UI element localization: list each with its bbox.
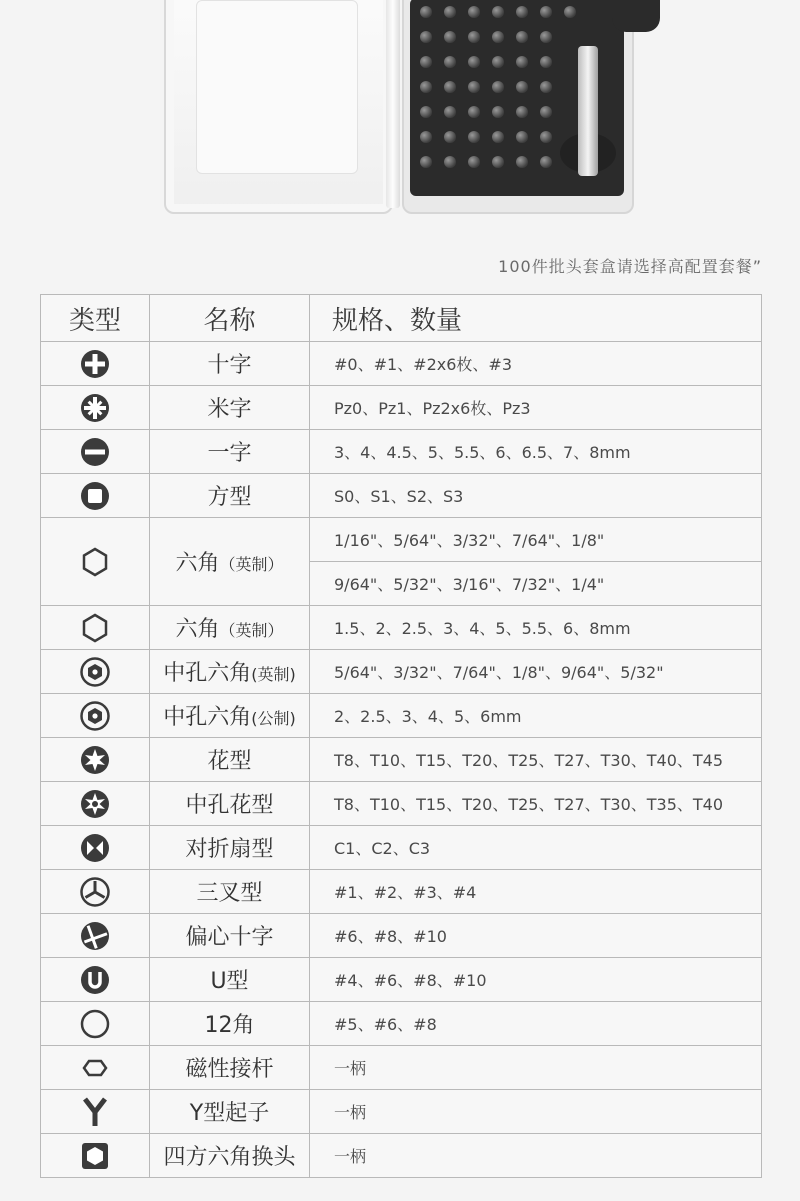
bit-name: U型 — [210, 969, 249, 994]
table-row — [41, 342, 762, 386]
table-row — [41, 694, 762, 738]
spec-cell: 9/64"、5/32"、3/16"、7/32"、1/4" — [310, 562, 762, 606]
spec-table — [40, 294, 762, 1178]
bit — [444, 56, 456, 68]
bit — [468, 131, 480, 143]
case-clip — [612, 0, 660, 32]
y-icon — [79, 1096, 111, 1128]
table-row — [41, 518, 762, 562]
header-name: 名称 — [150, 295, 310, 342]
type-cell — [41, 474, 150, 518]
spec-cell: C1、C2、C3 — [310, 826, 762, 870]
bit-name: 米字 — [207, 397, 252, 422]
type-cell — [41, 650, 150, 694]
bit — [468, 106, 480, 118]
header-type: 类型 — [41, 295, 150, 342]
torx-icon — [79, 744, 111, 776]
bit-unit: （英制） — [219, 621, 284, 640]
table-row — [41, 474, 762, 518]
spec-cell: 3、4、4.5、5、5.5、6、6.5、7、8mm — [310, 430, 762, 474]
offset-cross-icon — [79, 920, 111, 952]
bit-name: 方型 — [207, 485, 252, 510]
twelve-point-icon — [79, 1008, 111, 1040]
name-cell — [150, 738, 310, 782]
bit — [540, 6, 552, 18]
bit — [420, 106, 432, 118]
name-cell — [150, 914, 310, 958]
bit — [492, 81, 504, 93]
name-cell — [150, 650, 310, 694]
type-cell — [41, 1002, 150, 1046]
name-cell — [150, 342, 310, 386]
bit-name: 一字 — [207, 441, 252, 466]
bit-name: 花型 — [207, 749, 252, 774]
name-cell — [150, 430, 310, 474]
bit — [564, 6, 576, 18]
spec-cell: T8、T10、T15、T20、T25、T27、T30、T35、T40 — [310, 782, 762, 826]
bit — [516, 106, 528, 118]
spec-cell: #1、#2、#3、#4 — [310, 870, 762, 914]
spec-cell: 一柄 — [310, 1046, 762, 1090]
hex-icon — [79, 612, 111, 644]
table-row — [41, 1002, 762, 1046]
name-cell — [150, 474, 310, 518]
u-shape-icon — [79, 964, 111, 996]
bit — [444, 106, 456, 118]
name-cell — [150, 870, 310, 914]
bit — [540, 56, 552, 68]
bit-holder — [578, 46, 598, 176]
bit — [420, 156, 432, 168]
phillips-icon — [79, 348, 111, 380]
spec-cell: 2、2.5、3、4、5、6mm — [310, 694, 762, 738]
bit-name: Y型起子 — [189, 1101, 270, 1126]
bit-name: 四方六角换头 — [163, 1145, 296, 1170]
type-cell — [41, 826, 150, 870]
bit-name: 中孔花型 — [185, 793, 274, 818]
bit — [444, 156, 456, 168]
bit — [444, 31, 456, 43]
hex-icon — [79, 546, 111, 578]
bit-unit: (公制) — [251, 709, 296, 728]
bit — [516, 131, 528, 143]
bit-name: 对折扇型 — [185, 837, 274, 862]
bit — [492, 156, 504, 168]
table-row — [41, 914, 762, 958]
spec-cell: 1/16"、5/64"、3/32"、7/64"、1/8" — [310, 518, 762, 562]
table-row — [41, 1046, 762, 1090]
tri-wing-icon — [79, 876, 111, 908]
spec-cell: T8、T10、T15、T20、T25、T27、T30、T40、T45 — [310, 738, 762, 782]
case-hinge — [386, 0, 400, 208]
spec-cell: #6、#8、#10 — [310, 914, 762, 958]
bit-name: 六角 — [175, 617, 220, 642]
bit — [420, 31, 432, 43]
spec-cell: #0、#1、#2x6枚、#3 — [310, 342, 762, 386]
type-cell — [41, 782, 150, 826]
bit — [516, 56, 528, 68]
table-row — [41, 1134, 762, 1178]
type-cell — [41, 606, 150, 650]
bit — [468, 81, 480, 93]
name-cell — [150, 826, 310, 870]
type-cell — [41, 1090, 150, 1134]
square-icon — [79, 480, 111, 512]
type-cell — [41, 870, 150, 914]
type-cell — [41, 958, 150, 1002]
bit-name: 中孔六角 — [163, 661, 252, 686]
bit-name: 三叉型 — [196, 881, 263, 906]
type-cell — [41, 738, 150, 782]
bit — [516, 156, 528, 168]
name-cell — [150, 1134, 310, 1178]
name-cell — [150, 1090, 310, 1134]
bit — [420, 131, 432, 143]
name-cell — [150, 606, 310, 650]
security-hex-icon — [79, 656, 111, 688]
bit — [492, 106, 504, 118]
name-cell — [150, 1046, 310, 1090]
bit — [444, 131, 456, 143]
type-cell — [41, 694, 150, 738]
bit — [492, 31, 504, 43]
bit — [540, 156, 552, 168]
bit — [468, 31, 480, 43]
bit — [420, 81, 432, 93]
type-cell — [41, 386, 150, 430]
bit-name: 中孔六角 — [163, 705, 252, 730]
type-cell — [41, 1134, 150, 1178]
bit-unit: （英制） — [219, 555, 284, 574]
name-cell — [150, 518, 310, 606]
square-hex-adapter-icon — [79, 1140, 111, 1172]
bit — [492, 131, 504, 143]
case-tray — [402, 0, 634, 214]
bit-name: 十字 — [207, 353, 252, 378]
bit — [468, 56, 480, 68]
magnetic-rod-icon — [79, 1052, 111, 1084]
spec-cell: 1.5、2、2.5、3、4、5、5.5、6、8mm — [310, 606, 762, 650]
spec-cell: #5、#6、#8 — [310, 1002, 762, 1046]
type-cell — [41, 914, 150, 958]
name-cell — [150, 782, 310, 826]
spec-cell: 5/64"、3/32"、7/64"、1/8"、9/64"、5/32" — [310, 650, 762, 694]
name-cell — [150, 1002, 310, 1046]
table-row — [41, 650, 762, 694]
table-row — [41, 958, 762, 1002]
bit — [540, 31, 552, 43]
bit-unit: (英制) — [251, 665, 296, 684]
spec-cell: S0、S1、S2、S3 — [310, 474, 762, 518]
type-cell — [41, 1046, 150, 1090]
table-row — [41, 1090, 762, 1134]
pozidriv-icon — [79, 392, 111, 424]
bit-name: 六角 — [175, 551, 220, 576]
bit — [540, 106, 552, 118]
header-spec: 规格、数量 — [310, 295, 762, 342]
bit-name: 12角 — [204, 1013, 255, 1038]
table-row — [41, 430, 762, 474]
bit — [420, 6, 432, 18]
bit — [540, 81, 552, 93]
name-cell — [150, 386, 310, 430]
spec-cell: #4、#6、#8、#10 — [310, 958, 762, 1002]
bit — [540, 131, 552, 143]
bit — [516, 6, 528, 18]
name-cell — [150, 694, 310, 738]
bit — [516, 31, 528, 43]
table-row — [41, 606, 762, 650]
case-lid — [164, 0, 393, 214]
security-torx-icon — [79, 788, 111, 820]
spec-cell: 一柄 — [310, 1090, 762, 1134]
table-row — [41, 782, 762, 826]
type-cell — [41, 430, 150, 474]
name-cell — [150, 958, 310, 1002]
bit — [444, 81, 456, 93]
table-header — [41, 295, 762, 342]
slotted-icon — [79, 436, 111, 468]
type-cell — [41, 518, 150, 606]
bit — [492, 56, 504, 68]
bit — [516, 81, 528, 93]
caption: 100件批头套盒请选择高配置套餐” — [498, 257, 762, 276]
table-row — [41, 386, 762, 430]
bit-name: 磁性接杆 — [185, 1057, 274, 1082]
bit — [444, 6, 456, 18]
bit — [468, 156, 480, 168]
spec-cell: 一柄 — [310, 1134, 762, 1178]
bit-name: 偏心十字 — [185, 925, 274, 950]
table-row — [41, 870, 762, 914]
type-cell — [41, 342, 150, 386]
product-photo — [150, 0, 650, 215]
table-row — [41, 826, 762, 870]
bowtie-icon — [79, 832, 111, 864]
bit — [468, 6, 480, 18]
spec-cell: Pz0、Pz1、Pz2x6枚、Pz3 — [310, 386, 762, 430]
bit — [492, 6, 504, 18]
bit — [420, 56, 432, 68]
security-hex-icon — [79, 700, 111, 732]
table-row — [41, 738, 762, 782]
